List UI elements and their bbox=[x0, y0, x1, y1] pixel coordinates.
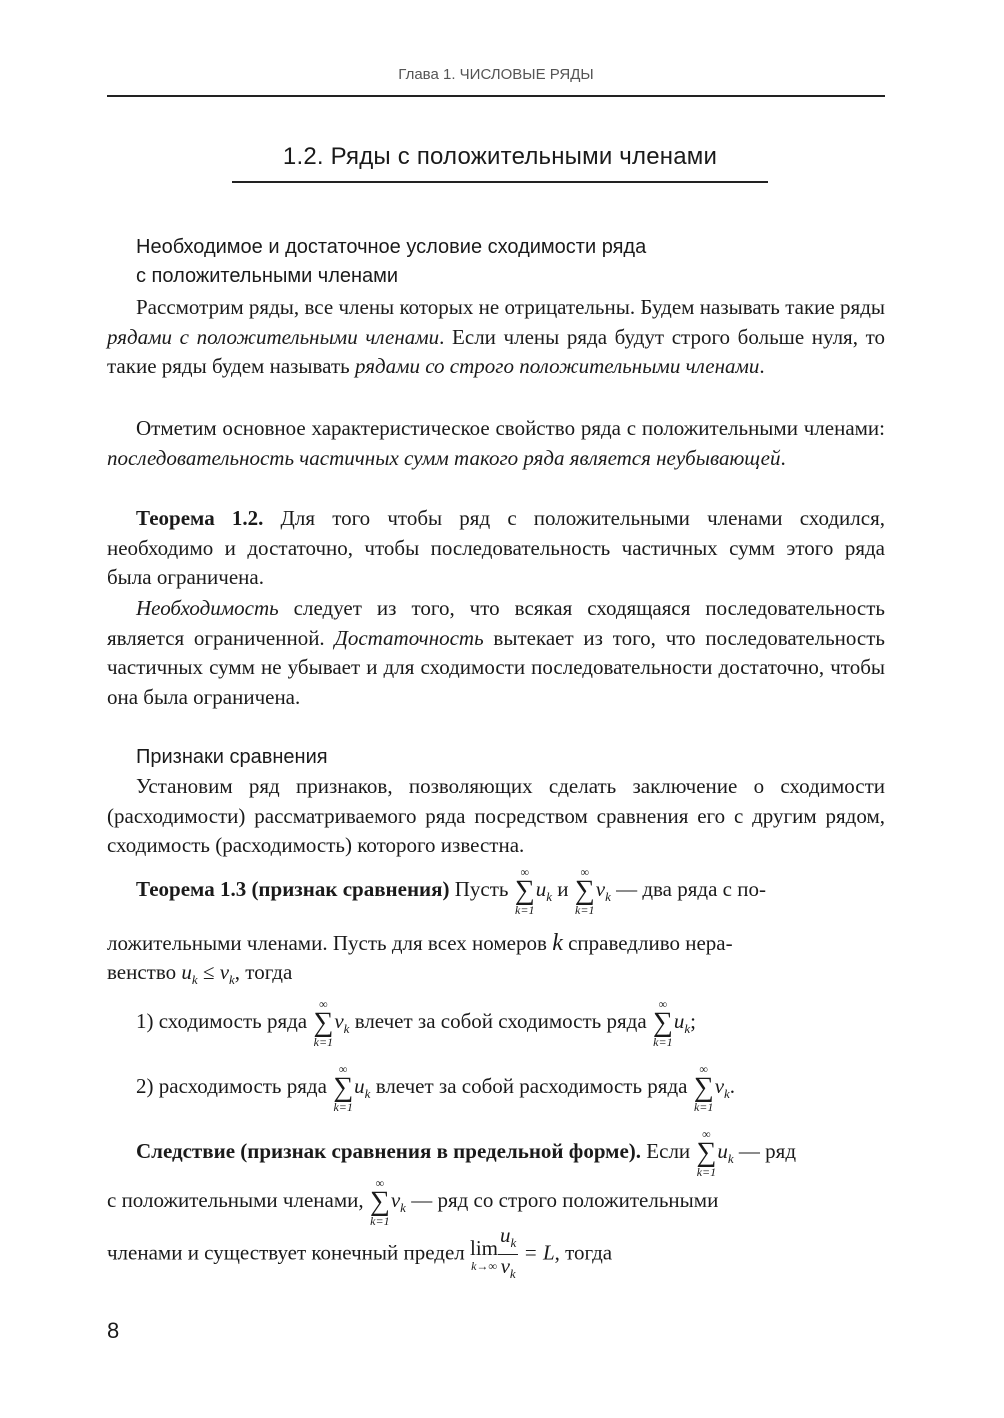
paragraph-comparison-intro bbox=[107, 772, 885, 861]
corollary-line2: с положительными членами, ∞ ∑ k=1 $v_k$ — ряд со строго положительными bbox=[107, 1176, 719, 1228]
italic-term: Необходимость bbox=[136, 596, 279, 620]
italic-term: рядами с положительными членами bbox=[107, 324, 440, 349]
paragraph-definition bbox=[107, 293, 885, 382]
subheading-convergence-line2: с положительными членами bbox=[136, 265, 399, 287]
text: 1) сходимость ряда bbox=[136, 1008, 313, 1033]
sum-symbol: ∞ ∑ k=1 bbox=[369, 1176, 390, 1228]
text: влечет за собой расходимость ряда bbox=[370, 1073, 693, 1098]
sum-symbol: ∞ ∑ k=1 bbox=[514, 865, 535, 917]
text: с положительными членами, bbox=[107, 1187, 369, 1212]
paragraph-proof bbox=[107, 594, 885, 712]
text: — ряд bbox=[733, 1138, 797, 1163]
text: Отметим основное характеристическое свойство ряда с положительными членами: bbox=[136, 416, 885, 440]
page-number: 8 bbox=[107, 1318, 120, 1343]
sum-symbol: ∞ ∑ k=1 bbox=[333, 1062, 354, 1114]
sum-symbol: ∞ ∑ k=1 bbox=[693, 1062, 714, 1114]
limit-operator: lim k→∞ bbox=[470, 1235, 499, 1273]
subheading-convergence-line1: Необходимое и достаточное условие сходимости ряда bbox=[136, 236, 647, 258]
paragraph-theorem-1-2 bbox=[107, 504, 885, 593]
text: . bbox=[780, 445, 786, 470]
paragraph-property bbox=[107, 414, 885, 473]
text: — два ряда с по- bbox=[610, 876, 766, 901]
theorem-1-3-line2 bbox=[107, 929, 885, 959]
text: . bbox=[759, 354, 765, 378]
italic-term: последовательность частичных сумм такого ряда является неубывающей bbox=[107, 445, 781, 470]
corollary-line1: Следствие (признак сравнения в предельной форме). Если ∞ ∑ k=1 $u_k$ — ряд bbox=[136, 1127, 797, 1179]
corollary-label: Следствие (признак сравнения в предельной форме). bbox=[136, 1138, 642, 1163]
theorem-1-3-line1: Теорема 1.3 (признак сравнения) Пусть ∞ ∑ k=1 $u_k$ и ∞ ∑ k=1 $v_k$ — два ряда с по- bbox=[136, 865, 766, 917]
text: ; bbox=[690, 1008, 696, 1033]
list-item-1: 1) сходимость ряда ∞ ∑ k=1 $v_k$ влечет за собой сходимость ряда ∞ ∑ k=1 $u_k$; bbox=[136, 997, 696, 1049]
list-item-2: 2) расходимость ряда ∞ ∑ k=1 $u_k$ влечет за собой расходимость ряда ∞ ∑ k=1 $v_k$. bbox=[136, 1062, 736, 1114]
italic-term: Достаточность bbox=[334, 625, 484, 650]
text: . Если члены ряда будут строго больше нуля, то такие ряды будем называть bbox=[107, 324, 885, 378]
text: Если bbox=[641, 1138, 696, 1163]
var-v: v bbox=[595, 876, 606, 901]
text: вытекает из того, что последовательность частичных сумм не убывает и для сходимости последовательности достаточно, чтобы она была ограничена. bbox=[107, 625, 886, 709]
text: венство bbox=[107, 960, 182, 984]
sum-symbol: ∞ ∑ k=1 bbox=[313, 997, 334, 1049]
sum-symbol: ∞ ∑ k=1 bbox=[574, 865, 595, 917]
text: членами и существует конечный предел bbox=[107, 1240, 470, 1265]
section-title-rule bbox=[232, 181, 768, 183]
equals-L: = L bbox=[523, 1240, 555, 1265]
text: 2) расходимость ряда bbox=[136, 1073, 333, 1098]
text: Установим ряд признаков, позволяющих сделать заключение о сходимости (расходимости) рассматриваемого ряда посредством сравнения его с другим рядом, сходимость (расходимость) которого известна. bbox=[107, 774, 885, 857]
fraction-uk-vk: $\frac{u_k}{v_k}$ bbox=[500, 1223, 517, 1282]
text: . bbox=[729, 1073, 736, 1098]
text: Пусть bbox=[449, 876, 514, 901]
leq-sign: ≤ bbox=[202, 960, 215, 984]
text: Рассмотрим ряды, все члены которых не отрицательны. Будем называть такие ряды bbox=[136, 295, 885, 319]
theorem-label: Теорема 1.2. bbox=[136, 506, 264, 530]
text: справедливо нера- bbox=[562, 931, 733, 955]
section-title: 1.2. Ряды с положительными членами bbox=[282, 143, 718, 170]
sum-symbol: ∞ ∑ k=1 bbox=[652, 997, 673, 1049]
sum-symbol: ∞ ∑ k=1 bbox=[696, 1127, 717, 1179]
theorem-1-3-line3: венство $u_k \le v_k$, тогда bbox=[107, 960, 293, 988]
text: и bbox=[552, 876, 574, 901]
corollary-line3 bbox=[107, 1224, 885, 1285]
italic-term: рядами со строго положительными членами bbox=[354, 354, 760, 378]
var-k: k bbox=[552, 930, 563, 956]
subheading-comparison: Признаки сравнения bbox=[136, 746, 328, 768]
text: следует из того, что всякая сходящаяся последовательность является ограниченной. bbox=[107, 596, 885, 650]
text: — ряд со строго положительными bbox=[405, 1187, 719, 1212]
theorem-label: Теорема 1.3 (признак сравнения) bbox=[136, 876, 450, 901]
running-head: Глава 1. ЧИСЛОВЫЕ РЯДЫ bbox=[398, 66, 594, 83]
text: Для того чтобы ряд с положительными членами сходился, необходимо и достаточно, чтобы последовательность частичных сумм этого ряда была ограничена. bbox=[107, 506, 885, 589]
text: , тогда bbox=[554, 1240, 613, 1265]
text: , тогда bbox=[234, 960, 293, 984]
header-rule bbox=[107, 95, 885, 97]
text: влечет за собой сходимость ряда bbox=[349, 1008, 652, 1033]
var-u: u bbox=[535, 876, 547, 901]
text: ложительными членами. Пусть для всех номеров bbox=[107, 931, 553, 955]
